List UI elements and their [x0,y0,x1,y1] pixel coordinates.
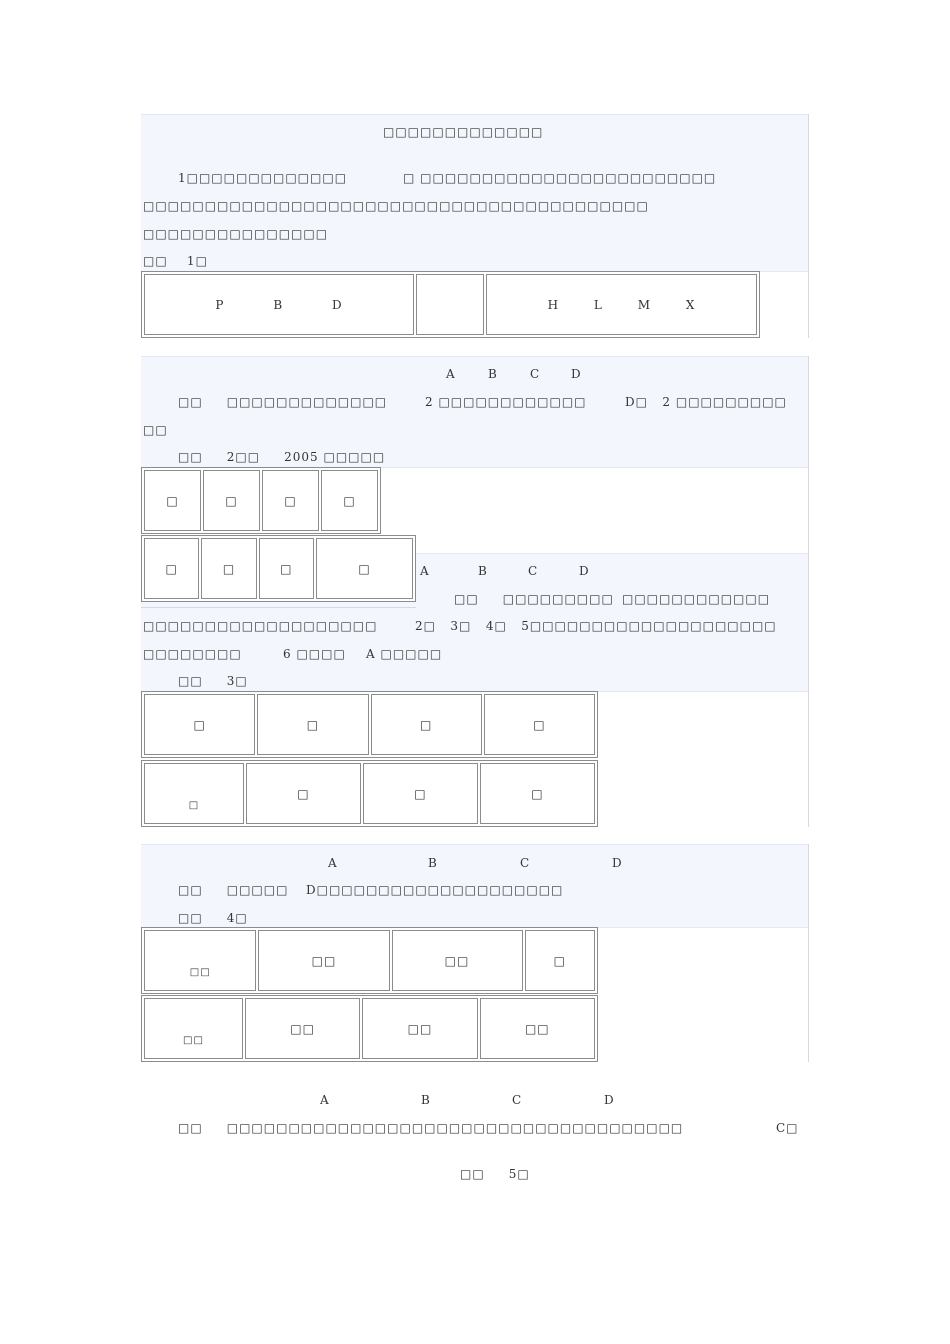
fig3-cell: □ [144,694,255,755]
s3-option-c: C [528,564,539,578]
fig2-cell: □ [144,538,199,599]
fig1-letter: B [273,297,284,312]
fig4-label: □□ 4□ [178,911,248,925]
fig4-cell: □□ [144,930,256,991]
s1-line1-right: □ □□□□□□□□□□□□□□□□□□□□□□□□ [403,171,717,185]
fig1-left-cell [144,274,414,335]
s5-option-a: A [320,1093,330,1107]
s2-option-b: B [488,367,498,381]
fig4-cell: □□ [392,930,523,991]
fig2-underline [141,607,416,608]
fig4-table-row1 [141,927,598,994]
s3-option-b: B [478,564,488,578]
s2-answer-mid: 2 □□□□□□□□□□□□ [425,395,587,409]
s2-answer-left: □□ □□□□□□□□□□□□□ [178,395,388,409]
s5-option-c: C [512,1093,523,1107]
fig2-cell: □ [144,470,201,531]
fig1-right-cell [486,274,757,335]
fig1-letter: M [637,297,651,312]
fig4-cell: □ [525,930,595,991]
fig2-cell: □ [262,470,319,531]
fig3-cell: □ [246,763,361,824]
fig3-table-row2 [141,760,598,827]
fig2-table-row1 [141,467,381,534]
s4-option-c: C [520,856,531,870]
fig1-letter: P [215,297,225,312]
fig2-cell: □ [316,538,413,599]
s3-line3-mid: 6 □□□□ [283,647,346,661]
fig3-cell: □ [480,763,595,824]
s3-line3-right: A □□□□□ [366,647,443,661]
fig4-cell: □□ [245,998,360,1059]
s3-answer-right: □□□□□□□□□□□□ [622,592,771,606]
fig4-cell: □□ [362,998,477,1059]
s4-answer-right: D□□□□□□□□□□□□□□□□□□□□ [306,883,564,897]
s3-answer-left: □□ □□□□□□□□□ [454,592,614,606]
fig1-letter: L [593,297,603,312]
fig4-cell: □□ [480,998,595,1059]
s5-answer: □□ □□□□□□□□□□□□□□□□□□□□□□□□□□□□□□□□□□□□□ [178,1121,684,1135]
s2-option-d: D [571,367,582,381]
section2-right-rule [808,356,809,612]
s4-option-a: A [328,856,338,870]
s1-line2: □□□□□□□□□□□□□□□□□□□□□□□□□□□□□□□□□□□□□□□□□ [143,199,649,213]
s3-line2-right: 2□ 3□ 4□ 5□□□□□□□□□□□□□□□□□□□□ [415,619,777,633]
s5-option-b: B [421,1093,431,1107]
fig2-cell: □ [259,538,314,599]
fig3-cell: □ [144,763,244,824]
fig2-cell: □ [203,470,260,531]
fig3-table-row1 [141,691,598,758]
s2-option-a: A [446,367,456,381]
fig3-cell: □ [371,694,482,755]
fig3-cell: □ [257,694,368,755]
s3-line2-left: □□□□□□□□□□□□□□□□□□□ [143,619,378,633]
s3-line3-left: □□□□□□□□ [143,647,242,661]
fig1-letter: X [685,297,696,312]
s1-line1-left: 1□□□□□□□□□□□□□ [178,171,348,185]
s5-answer-end: C□ [776,1121,799,1135]
s3-option-d: D [579,564,590,578]
fig2-cell: □ [321,470,378,531]
fig2-label: □□ 2□□ 2005 □□□□□ [178,450,386,464]
fig4-cell: □□ [144,998,243,1059]
fig2-table-row2 [141,535,416,602]
s2-line2: □□ [143,423,168,437]
page-title: □□□□□□□□□□□□□ [383,125,544,139]
fig5-label: □□ 5□ [460,1167,530,1181]
fig3-label: □□ 3□ [178,674,248,688]
fig3-cell: □ [363,763,478,824]
s2-answer-right: D□ 2 □□□□□□□□□ [625,395,787,409]
s5-option-d: D [604,1093,615,1107]
fig1-letter: D [331,297,343,312]
s4-answer-left: □□ □□□□□ [178,883,289,897]
fig1-label: □□ 1□ [143,254,208,268]
fig1-letter: H [547,297,560,312]
fig1-table [141,271,760,338]
s4-option-d: D [612,856,623,870]
s3-option-a: A [420,564,430,578]
section4-right-rule [808,844,809,1062]
section3-right-rule [808,612,809,827]
fig4-table-row2 [141,995,598,1062]
section1-right-rule [808,114,809,338]
fig1-middle-cell [416,274,484,335]
fig4-cell: □□ [258,930,389,991]
s4-option-b: B [428,856,438,870]
fig2-cell: □ [201,538,256,599]
s1-line3: □□□□□□□□□□□□□□□ [143,227,329,241]
s2-option-c: C [530,367,541,381]
fig3-cell: □ [484,694,595,755]
